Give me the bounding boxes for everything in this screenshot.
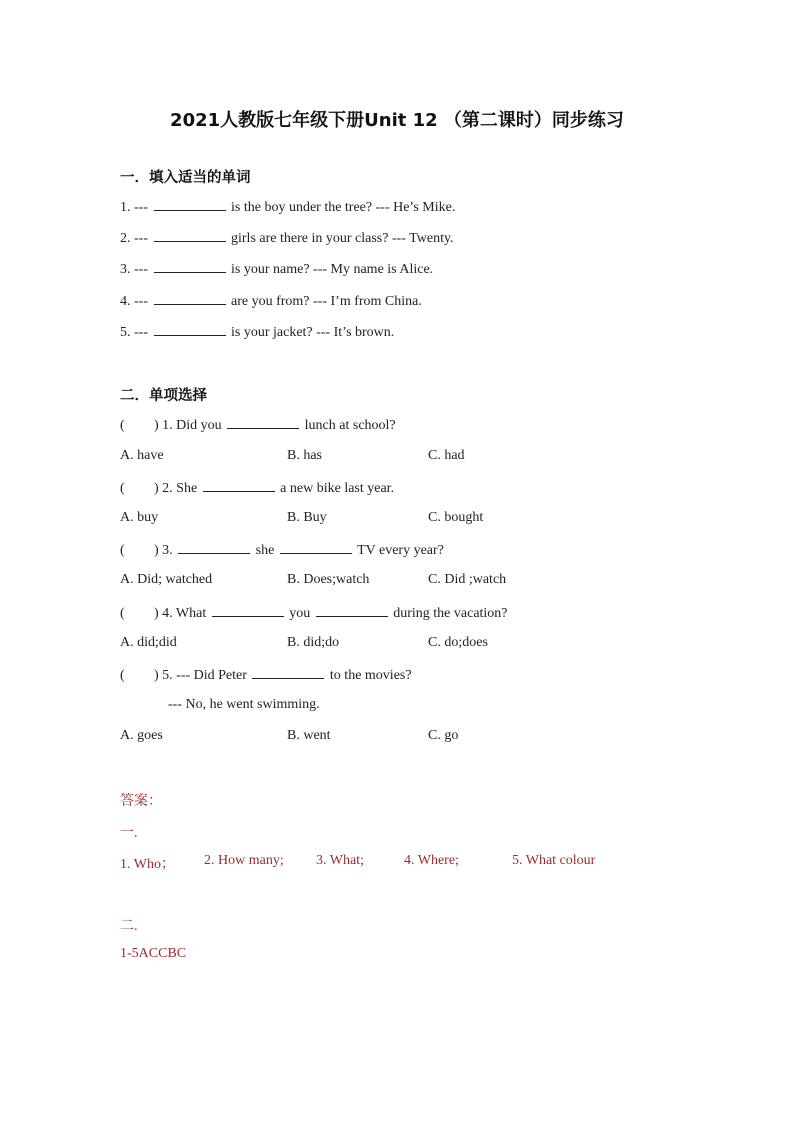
page-title: 2021人教版七年级下册Unit 12 （第二课时）同步练习: [170, 110, 624, 131]
option-a: A. goes: [120, 728, 163, 743]
answer-blank: [154, 260, 226, 273]
option-c: C. had: [428, 448, 465, 463]
answer-3: 3. What;: [316, 853, 364, 868]
fill-item-5: 5. --- is your jacket? --- It’s brown.: [120, 325, 395, 340]
answer-1: 1. Who；: [120, 857, 175, 872]
section2-heading: 二．单项选择: [120, 388, 207, 404]
answer-blank: [252, 666, 324, 679]
choice-question-1: ( ) 1. Did you lunch at school?: [120, 418, 396, 433]
answer-blank: [154, 229, 226, 242]
answer-4: 4. Where;: [404, 853, 459, 868]
question-5-reply: --- No, he went swimming.: [168, 697, 320, 712]
fill-item-1: 1. --- is the boy under the tree? --- He’s Mike.: [120, 200, 456, 215]
option-a: A. did;did: [120, 635, 177, 650]
choice-question-2: ( ) 2. She a new bike last year.: [120, 481, 395, 496]
answer-blank: [280, 541, 352, 554]
option-b: B. went: [287, 728, 331, 743]
option-c: C. bought: [428, 510, 484, 525]
fill-item-2: 2. --- girls are there in your class? --- Twenty.: [120, 231, 454, 246]
option-c: C. go: [428, 728, 459, 743]
option-c: C. do;does: [428, 635, 488, 650]
answer-blank: [154, 292, 226, 305]
answer-blank: [227, 416, 299, 429]
answer-5: 5. What colour: [512, 853, 596, 868]
choice-question-4: ( ) 4. What you during the vacation?: [120, 606, 508, 621]
answer-blank: [154, 198, 226, 211]
answers-part2-label: 二.: [120, 919, 138, 934]
option-a: A. have: [120, 448, 164, 463]
answer-blank: [154, 323, 226, 336]
answer-blank: [178, 541, 250, 554]
answer-2: 2. How many;: [204, 853, 284, 868]
option-b: B. did;do: [287, 635, 340, 650]
section1-heading: 一．填入适当的单词: [120, 170, 251, 186]
option-b: B. has: [287, 448, 322, 463]
option-b: B. Does;watch: [287, 572, 370, 587]
answer-blank: [203, 479, 275, 492]
fill-item-4: 4. --- are you from? --- I’m from China.: [120, 294, 422, 309]
answer-blank: [212, 604, 284, 617]
answers-part2: 1-5ACCBC: [120, 946, 187, 961]
choice-question-5: ( ) 5. --- Did Peter to the movies?: [120, 668, 412, 683]
option-b: B. Buy: [287, 510, 327, 525]
fill-item-3: 3. --- is your name? --- My name is Alice.: [120, 262, 434, 277]
answers-part1-label: 一.: [120, 826, 138, 841]
choice-question-3: ( ) 3. she TV every year?: [120, 543, 444, 558]
answers-label: 答案：: [120, 794, 162, 809]
answer-blank: [316, 604, 388, 617]
option-a: A. Did; watched: [120, 572, 213, 587]
option-c: C. Did ;watch: [428, 572, 507, 587]
option-a: A. buy: [120, 510, 159, 525]
